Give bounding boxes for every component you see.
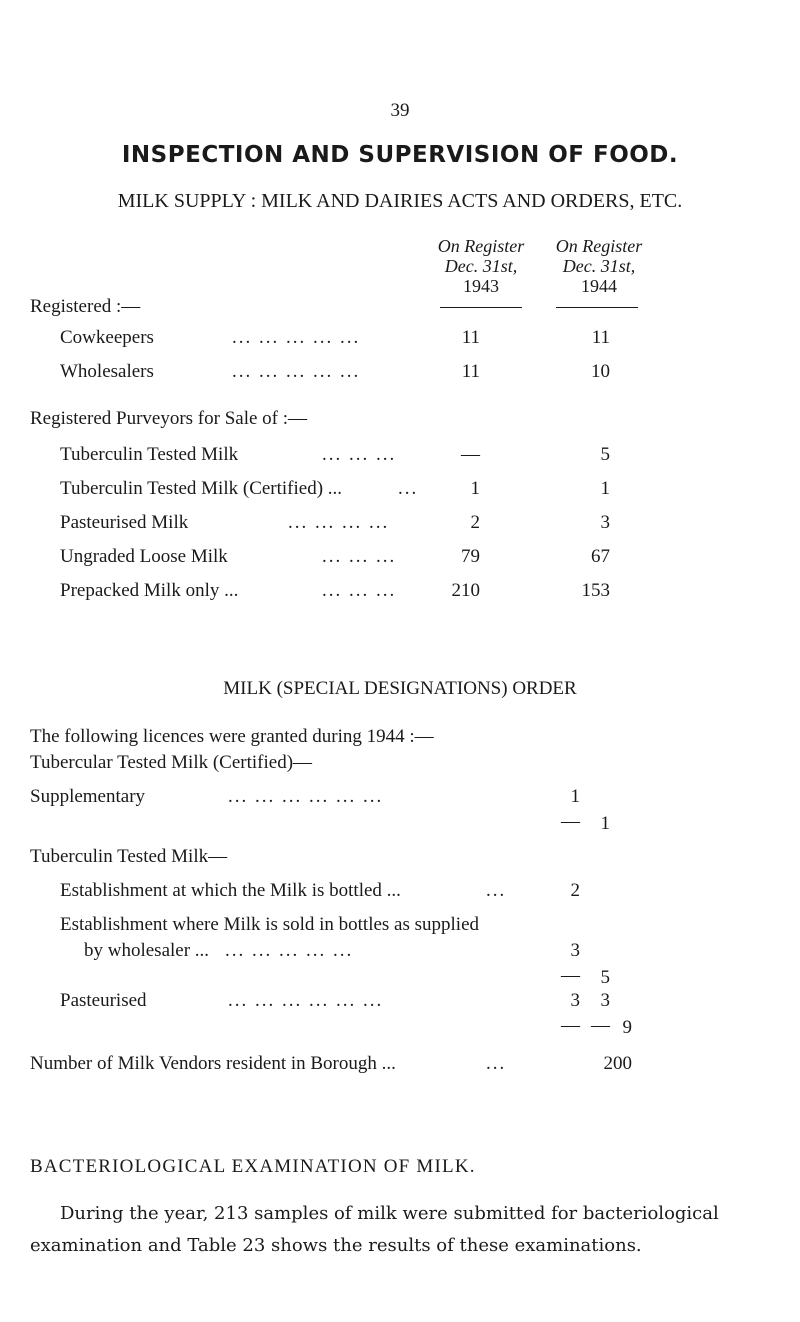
supplementary-label: Supplementary: [30, 786, 146, 807]
leader-dots: ... ... ... ... ...: [232, 327, 361, 348]
column-head-1944: [544, 236, 654, 296]
leader-dots: ... ... ...: [322, 580, 397, 601]
column-head-line1: On Register: [555, 236, 643, 256]
leader-dots: ... ... ...: [322, 444, 397, 465]
vendors-value: 200: [603, 1053, 632, 1074]
row-label: Prepacked Milk only ...: [60, 580, 239, 601]
value-1944: 67: [591, 546, 610, 567]
page-number: 39: [390, 100, 410, 121]
total-dash: —: [561, 1015, 580, 1036]
sub-heading: MILK SUPPLY : MILK AND DAIRIES ACTS AND ORDERS, ETC.: [117, 190, 683, 212]
total-dash: —: [591, 1015, 610, 1036]
leader-dots: ... ... ... ... ...: [232, 361, 361, 382]
grand-total: 9: [622, 1017, 632, 1038]
column-head-1943: [426, 236, 536, 296]
leader-dots: ... ... ...: [322, 546, 397, 567]
value-1943: 11: [461, 327, 480, 348]
row-label: Cowkeepers: [60, 327, 154, 348]
licences-intro: The following licences were granted during 1944 :—: [30, 726, 434, 747]
value-1943: 79: [461, 546, 480, 567]
pasteurised-total: 3: [600, 990, 610, 1011]
value-1943: —: [461, 444, 480, 465]
column-head-year: 1943: [463, 276, 499, 296]
leader-dots: ... ... ... ... ... ...: [228, 786, 384, 807]
bacteriological-line2: examination and Table 23 shows the results of these examinations.: [30, 1235, 642, 1256]
value-1943: 210: [451, 580, 480, 601]
pasteurised-value: 3: [570, 990, 580, 1011]
leader-dots: ... ... ... ... ...: [225, 940, 354, 961]
value-1943: 1: [470, 478, 480, 499]
tt-total: 5: [600, 967, 610, 988]
column-rule: [556, 307, 638, 308]
tt-heading: Tuberculin Tested Milk—: [30, 846, 228, 867]
column-head-line2: Dec. 31st,: [562, 256, 636, 276]
establishment-wholesaler-value: 3: [570, 940, 580, 961]
establishment-bottled-value: 2: [570, 880, 580, 901]
value-1944: 1: [600, 478, 610, 499]
vendors-label: Number of Milk Vendors resident in Borough ...: [30, 1053, 396, 1074]
purveyors-label: Registered Purveyors for Sale of :—: [30, 408, 308, 429]
value-1943: 2: [470, 512, 480, 533]
bacteriological-line1: During the year, 213 samples of milk were submitted for bacteriological: [60, 1203, 719, 1224]
leader-dots: ... ... ... ... ... ...: [228, 990, 384, 1011]
row-label: Tuberculin Tested Milk (Certified) ...: [60, 478, 343, 499]
supplementary-value: 1: [570, 786, 580, 807]
value-1944: 5: [600, 444, 610, 465]
value-1943: 11: [461, 361, 480, 382]
pasteurised-label: Pasteurised: [60, 990, 147, 1011]
value-1944: 10: [591, 361, 610, 382]
row-label: Ungraded Loose Milk: [60, 546, 228, 567]
column-head-year: 1944: [581, 276, 617, 296]
certified-heading: Tubercular Tested Milk (Certified)—: [30, 752, 313, 773]
leader-dots: ... ... ... ...: [288, 512, 390, 533]
establishment-bottled-label: Establishment at which the Milk is bottled ...: [60, 880, 401, 901]
establishment-wholesaler-line2: by wholesaler ...: [84, 940, 210, 961]
row-label: Wholesalers: [60, 361, 154, 382]
main-heading: INSPECTION AND SUPERVISION OF FOOD.: [121, 142, 679, 168]
value-1944: 153: [581, 580, 610, 601]
bacteriological-title: BACTERIOLOGICAL EXAMINATION OF MILK.: [30, 1156, 476, 1177]
value-1944: 3: [600, 512, 610, 533]
registered-label: Registered :—: [30, 296, 141, 317]
column-head-line1: On Register: [437, 236, 525, 256]
row-label: Tuberculin Tested Milk: [60, 444, 239, 465]
column-rule: [440, 307, 522, 308]
row-label: Pasteurised Milk: [60, 512, 189, 533]
total-dash: —: [561, 811, 580, 832]
leader-dots: ...: [398, 478, 419, 499]
special-designations-title: MILK (SPECIAL DESIGNATIONS) ORDER: [223, 678, 577, 699]
value-1944: 11: [591, 327, 610, 348]
certified-total: 1: [600, 813, 610, 834]
column-head-line2: Dec. 31st,: [444, 256, 518, 276]
establishment-wholesaler-line1: Establishment where Milk is sold in bottles as supplied: [60, 914, 480, 935]
leader-dots: ...: [486, 1053, 507, 1074]
leader-dots: ...: [486, 880, 507, 901]
total-dash: —: [561, 965, 580, 986]
